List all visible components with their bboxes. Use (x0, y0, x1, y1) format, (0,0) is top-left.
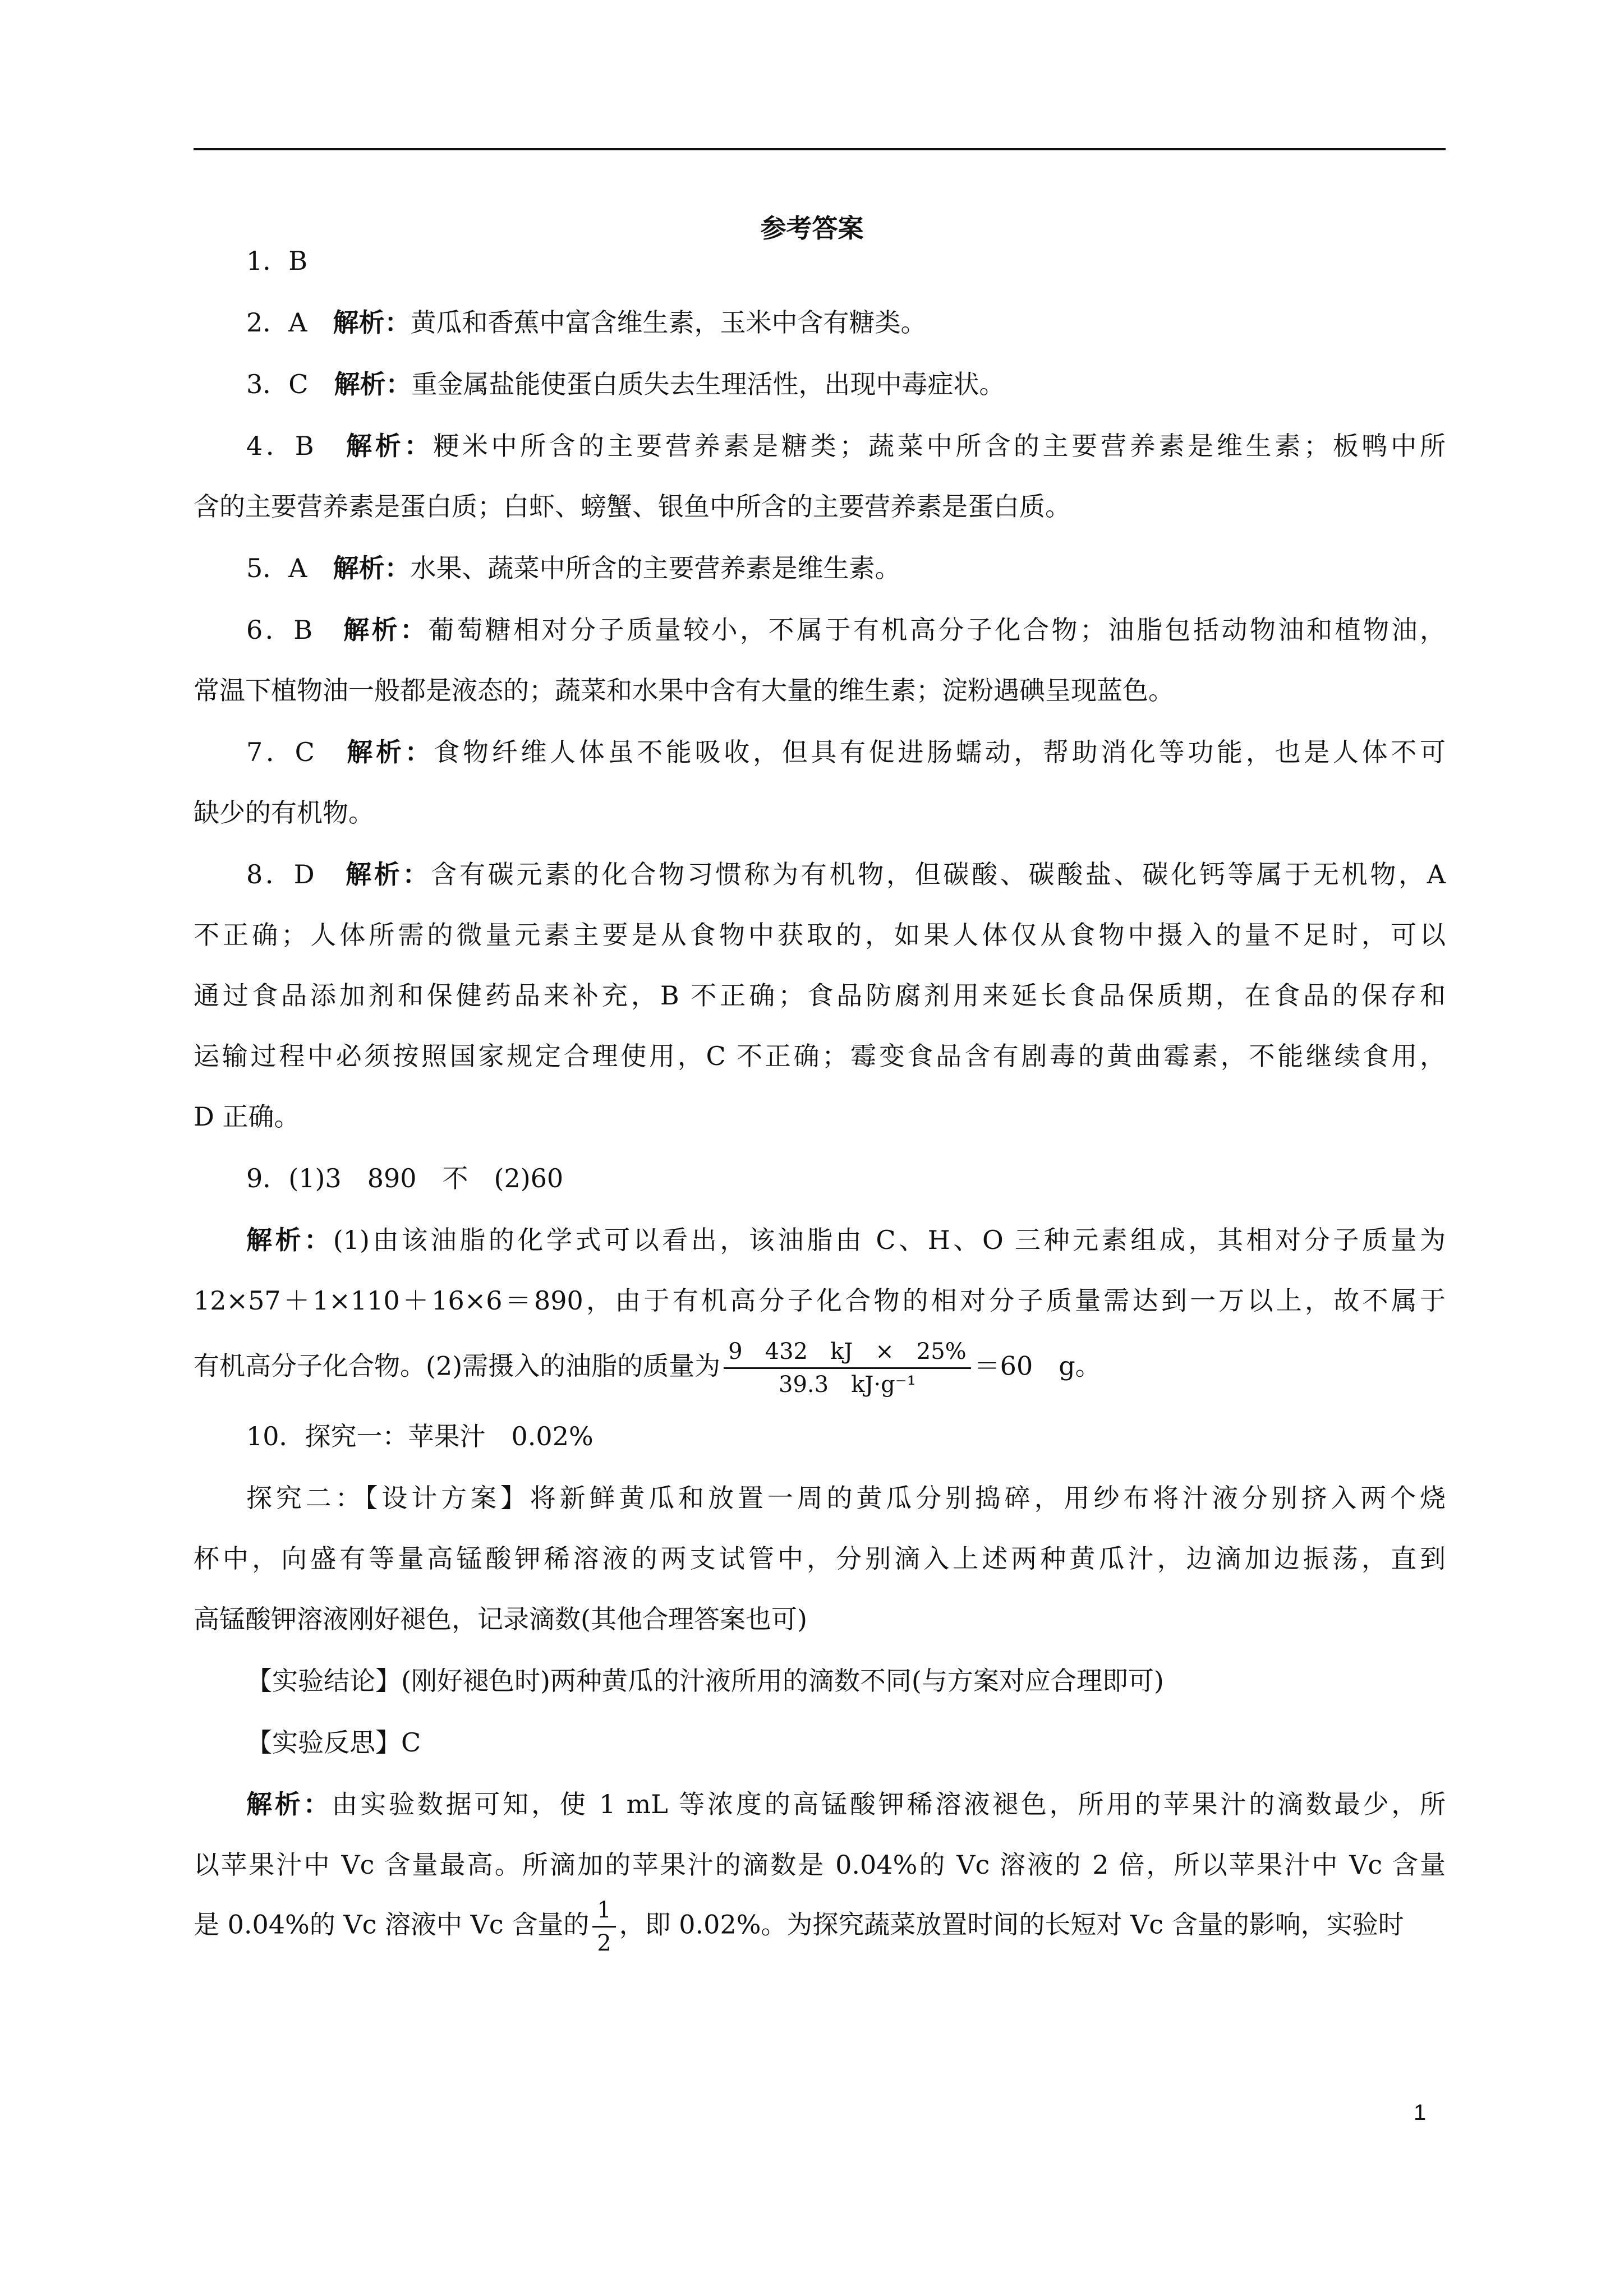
answer-10-explain-line-3: 是 0.04%的 Vc 溶液中 Vc 含量的 $\frac{1}{2}$ ，即 0.02%。为探究蔬菜放置时间的长短对 Vc 含量的影响，实验时 (194, 1894, 1446, 1959)
answer-10-design-line-1: 探究二：【设计方案】将新鲜黄瓜和放置一周的黄瓜分别捣碎，用纱布将汁液分别挤入两个烧 (246, 1483, 1446, 1513)
page-number: 1 (1414, 2100, 1427, 2125)
answer-1: 1．B (246, 246, 308, 276)
answer-5: 5．A 解析：水果、蔬菜中所含的主要营养素是维生素。 (246, 553, 901, 583)
answer-10-design-line-3: 高锰酸钾溶液刚好褪色，记录滴数(其他合理答案也可) (194, 1604, 807, 1634)
answer-9-explain-line-2: 12×57＋1×110＋16×6＝890，由于有机高分子化合物的相对分子质量需达到一万以上，故不属于 (194, 1285, 1446, 1316)
answer-8-line-2: 不正确；人体所需的微量元素主要是从食物中获取的，如果人体仅从食物中摄入的量不足时，可以 (194, 920, 1446, 950)
page-title: 参考答案 (760, 213, 864, 243)
answer-9-explain-line-1: 解析：(1)由该油脂的化学式可以看出，该油脂由 C、H、O 三种元素组成，其相对分子质量为 (246, 1225, 1446, 1255)
answer-8-line-3: 通过食品添加剂和保健药品来补充，B 不正确；食品防腐剂用来延长食品保质期，在食品的保存和 (194, 980, 1446, 1011)
answer-4-line-2: 含的主要营养素是蛋白质；白虾、螃蟹、银鱼中所含的主要营养素是蛋白质。 (194, 491, 1071, 522)
answer-10: 10．探究一：苹果汁 0.02% (246, 1421, 594, 1451)
answer-9: 9．(1)3 890 不 (2)60 (246, 1163, 564, 1193)
answer-6-line-2: 常温下植物油一般都是液态的；蔬菜和水果中含有大量的维生素；淀粉遇碘呈现蓝色。 (194, 675, 1174, 706)
answer-9-explain-line-3: 有机高分子化合物。(2)需摄入的油脂的质量为 $\frac{9 432 kJ \times 25\%}{\text{39.3 kJ·g⁻¹}}$ ＝60 g。 (194, 1336, 1446, 1400)
answer-10-design-line-2: 杯中，向盛有等量高锰酸钾稀溶液的两支试管中，分别滴入上述两种黄瓜汁，边滴加边振荡，直到 (194, 1543, 1446, 1574)
answer-7-line-2: 缺少的有机物。 (194, 797, 374, 828)
answer-6-line-1: 6．B 解析：葡萄糖相对分子质量较小，不属于有机高分子化合物；油脂包括动物油和植物油， (246, 615, 1446, 645)
energy-fraction: $\frac{9 432 kJ \times 25\%}{\text{39.3 kJ·g⁻¹}}$ (724, 1336, 971, 1400)
answer-2: 2．A 解析：黄瓜和香蕉中富含维生素，玉米中含有糖类。 (246, 307, 927, 338)
answer-10-reflection: 【实验反思】C (246, 1727, 421, 1758)
answer-8-line-1: 8．D 解析：含有碳元素的化合物习惯称为有机物，但碳酸、碳酸盐、碳化钙等属于无机物，A (246, 859, 1446, 889)
answer-10-conclusion: 【实验结论】(刚好褪色时)两种黄瓜的汁液所用的滴数不同(与方案对应合理即可) (246, 1666, 1164, 1696)
answer-3: 3．C 解析：重金属盐能使蛋白质失去生理活性，出现中毒症状。 (246, 369, 1005, 399)
answer-8-line-5: D 正确。 (194, 1101, 300, 1132)
answer-10-explain-line-2: 以苹果汁中 Vc 含量最高。所滴加的苹果汁的滴数是 0.04%的 Vc 溶液的 2 倍，所以苹果汁中 Vc 含量 (194, 1850, 1446, 1880)
half-fraction: $\frac{1}{2}$ (592, 1894, 615, 1959)
answer-7-line-1: 7．C 解析：食物纤维人体虽不能吸收，但具有促进肠蠕动，帮助消化等功能，也是人体不可 (246, 737, 1446, 767)
header-rule (194, 148, 1446, 150)
answer-8-line-4: 运输过程中必须按照国家规定合理使用，C 不正确；霉变食品含有剧毒的黄曲霉素，不能继续食用， (194, 1041, 1446, 1071)
answer-10-explain-line-1: 解析：由实验数据可知，使 1 mL 等浓度的高锰酸钾稀溶液褪色，所用的苹果汁的滴数最少，所 (246, 1789, 1446, 1819)
answer-4-line-1: 4．B 解析：粳米中所含的主要营养素是糖类；蔬菜中所含的主要营养素是维生素；板鸭中所 (246, 431, 1446, 461)
